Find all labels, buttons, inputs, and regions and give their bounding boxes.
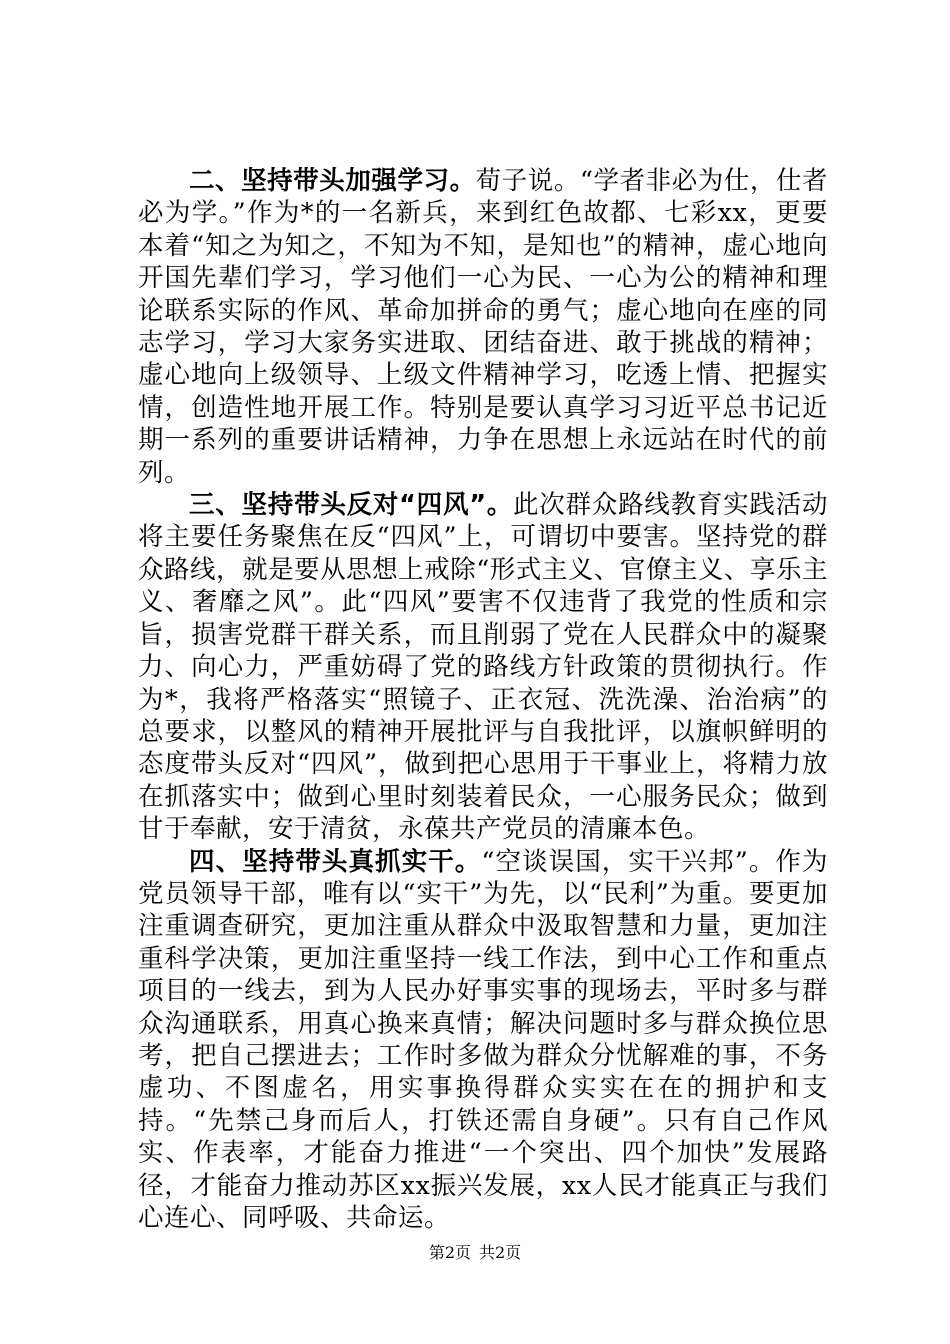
paragraph-text: 此次群众路线教育实践活动将主要任务聚焦在反“四风”上，可谓切中要害。坚持党的群众路线，就是要从思想上戒除“形式主义、官僚主义、享乐主义、奢靡之风”。此“四风”要害不仅违背了我党的性质和宗旨，损害党群干群关系，而且削弱了党在人民群众中的凝聚力、向心力，严重妨碍了党的路线方针政策的贯彻执行。作为*，我将严格落实“照镜子、正衣冠、洗洗澡、治治病”的总要求，以整风的精神开展批评与自我批评，以旗帜鲜明的态度带头反对“四风”，做到把心思用于干事业上，将精力放在抓落实中；做到心里时刻装着民众，一心服务民众；做到甘于奉献，安于清贫，永葆共产党员的清廉本色。 (138, 490, 828, 845)
page-total: 共2页 (479, 1243, 522, 1262)
paragraph-practical-work (138, 846, 828, 1235)
section-heading: 二、坚持带头加强学习。 (189, 166, 476, 196)
section-heading: 三、坚持带头反对“四风”。 (189, 490, 514, 521)
paragraph-text: 荀子说。“学者非必为仕，仕者必为学。”作为*的一名新兵，来到红色故都、七彩xx，更要本着“知之为知之，不知为不知，是知也”的精神，虚心地向开国先辈们学习，学习他们一心为民、一心为公的精神和理论联系实际的作风、革命加拼命的勇气；虚心地向在座的同志学习，学习大家务实进取、团结奋进、敢于挑战的精神；虚心地向上级领导、上级文件精神学习，吃透上情、把握实情，创造性地开展工作。特别是要认真学习习近平总书记近期一系列的重要讲话精神，力争在思想上永远站在时代的前列。 (138, 166, 828, 488)
paragraph-four-winds (138, 489, 828, 845)
page-number: 第2页 (428, 1243, 471, 1262)
paragraph-text: “空谈误国，实干兴邦”。作为党员领导干部，唯有以“实干”为先，以“民利”为重。要更加注重调查研究，更加注重从群众中汲取智慧和力量，更加注重科学决策，更加注重坚持一线工作法，到中心工作和重点项目的一线去，到为人民办好事实事的现场去，平时多与群众沟通联系，用真心换来真情；解决问题时多与群众换位思考，把自己摆进去；工作时多做为群众分忧解难的事，不务虚功、不图虚名，用实事换得群众实实在在的拥护和支持。“先禁己身而后人，打铁还需自身硬”。只有自己作风实、作表率，才能奋力推进“一个突出、四个加快”发展路径，才能奋力推动苏区xx振兴发展，xx人民才能真正与我们心连心、同呼吸、共命运。 (138, 846, 828, 1233)
section-heading: 四、坚持带头真抓实干。 (189, 846, 482, 877)
page-footer (0, 1243, 950, 1263)
document-body (138, 165, 828, 1234)
paragraph-study (138, 165, 828, 489)
